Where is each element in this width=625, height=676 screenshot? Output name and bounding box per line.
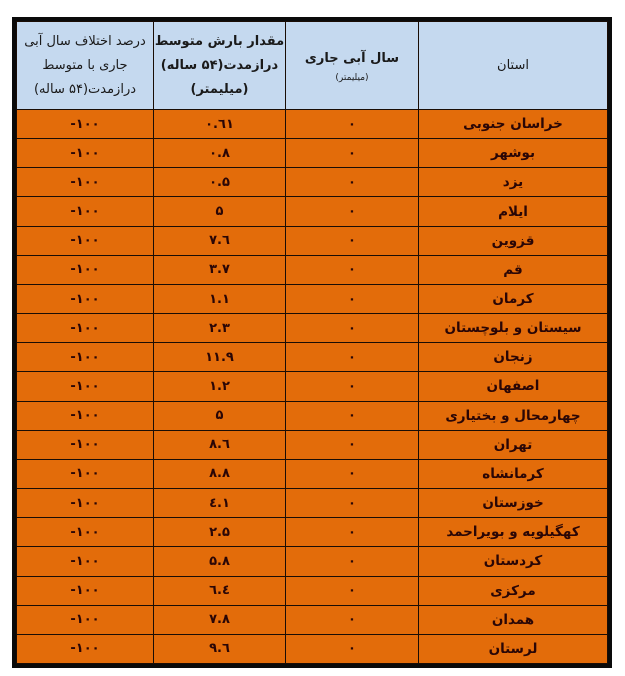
- cell-province: همدان: [419, 605, 608, 634]
- cell-diff: -۱۰۰: [17, 518, 154, 547]
- cell-current: ۰: [286, 576, 419, 605]
- table-row: [17, 634, 608, 663]
- cell-current: ۰: [286, 459, 419, 488]
- cell-province: مرکزی: [419, 576, 608, 605]
- header-current-water-year: [286, 22, 419, 110]
- cell-province: بوشهر: [419, 139, 608, 168]
- cell-current: ۰: [286, 372, 419, 401]
- cell-avg: ۲.۳: [154, 314, 286, 343]
- cell-province: ایلام: [419, 197, 608, 226]
- cell-diff: -۱۰۰: [17, 372, 154, 401]
- cell-diff: -۱۰۰: [17, 168, 154, 197]
- header-current-title: سال آبی جاری: [304, 50, 400, 66]
- table-row: [17, 576, 608, 605]
- cell-current: ۰: [286, 110, 419, 139]
- cell-avg: ۰.۵: [154, 168, 286, 197]
- cell-current: ۰: [286, 343, 419, 372]
- cell-diff: -۱۰۰: [17, 634, 154, 663]
- cell-province: تهران: [419, 430, 608, 459]
- cell-province: اصفهان: [419, 372, 608, 401]
- table-row: [17, 314, 608, 343]
- cell-current: ۰: [286, 226, 419, 255]
- cell-current: ۰: [286, 547, 419, 576]
- cell-province: قزوین: [419, 226, 608, 255]
- header-long-term-average: [154, 22, 286, 110]
- cell-province: لرستان: [419, 634, 608, 663]
- cell-current: ۰: [286, 430, 419, 459]
- header-avg-line-3: (میلیمتر): [190, 81, 249, 97]
- cell-avg: ۲.۵: [154, 518, 286, 547]
- cell-diff: -۱۰۰: [17, 110, 154, 139]
- header-avg-line-1: مقدار بارش متوسط: [154, 33, 285, 49]
- header-diff-line-1: درصد اختلاف سال آبی: [24, 33, 146, 49]
- cell-diff: -۱۰۰: [17, 489, 154, 518]
- cell-diff: -۱۰۰: [17, 576, 154, 605]
- cell-current: ۰: [286, 401, 419, 430]
- cell-avg: ۷.٦: [154, 226, 286, 255]
- header-current-unit: (میلیمتر): [335, 72, 369, 83]
- cell-avg: ۰.۸: [154, 139, 286, 168]
- table-row: [17, 197, 608, 226]
- cell-province: کرمانشاه: [419, 459, 608, 488]
- table-row: [17, 605, 608, 634]
- cell-diff: -۱۰۰: [17, 139, 154, 168]
- table-row: [17, 430, 608, 459]
- header-diff-line-2: جاری با متوسط: [42, 57, 128, 73]
- precipitation-table: [12, 17, 612, 668]
- table-row: [17, 226, 608, 255]
- cell-current: ۰: [286, 634, 419, 663]
- cell-diff: -۱۰۰: [17, 605, 154, 634]
- cell-avg: ۵: [154, 197, 286, 226]
- cell-province: کرمان: [419, 284, 608, 313]
- cell-avg: ۳.۷: [154, 255, 286, 284]
- table-row: [17, 518, 608, 547]
- table-row: [17, 489, 608, 518]
- cell-diff: -۱۰۰: [17, 226, 154, 255]
- cell-current: ۰: [286, 518, 419, 547]
- cell-avg: ۵.۸: [154, 547, 286, 576]
- table-row: [17, 401, 608, 430]
- precipitation-data-table: [16, 21, 608, 664]
- table-row: [17, 459, 608, 488]
- cell-province: چهارمحال و بختیاری: [419, 401, 608, 430]
- cell-province: کهگیلویه و بویراحمد: [419, 518, 608, 547]
- cell-current: ۰: [286, 284, 419, 313]
- table-row: [17, 139, 608, 168]
- cell-current: ۰: [286, 489, 419, 518]
- cell-avg: ۵: [154, 401, 286, 430]
- cell-province: خوزستان: [419, 489, 608, 518]
- cell-diff: -۱۰۰: [17, 547, 154, 576]
- table-row: [17, 343, 608, 372]
- cell-province: سیستان و بلوچستان: [419, 314, 608, 343]
- cell-diff: -۱۰۰: [17, 401, 154, 430]
- header-diff-line-3: درازمدت(۵۴ ساله): [33, 81, 137, 97]
- table-row: [17, 547, 608, 576]
- cell-current: ۰: [286, 197, 419, 226]
- table-row: [17, 168, 608, 197]
- cell-diff: -۱۰۰: [17, 197, 154, 226]
- cell-province: یزد: [419, 168, 608, 197]
- cell-current: ۰: [286, 605, 419, 634]
- table-row: [17, 372, 608, 401]
- cell-avg: ۸.۸: [154, 459, 286, 488]
- cell-province: قم: [419, 255, 608, 284]
- cell-avg: ۰.٦۱: [154, 110, 286, 139]
- cell-current: ۰: [286, 314, 419, 343]
- header-row: [17, 22, 608, 110]
- cell-diff: -۱۰۰: [17, 314, 154, 343]
- table-row: [17, 284, 608, 313]
- header-province: [419, 22, 608, 110]
- cell-diff: -۱۰۰: [17, 343, 154, 372]
- cell-diff: -۱۰۰: [17, 255, 154, 284]
- cell-diff: -۱۰۰: [17, 459, 154, 488]
- cell-avg: ۱.۲: [154, 372, 286, 401]
- cell-current: ۰: [286, 139, 419, 168]
- cell-current: ۰: [286, 168, 419, 197]
- cell-province: کردستان: [419, 547, 608, 576]
- header-avg-line-2: درازمدت(۵۴ ساله): [160, 57, 279, 73]
- cell-avg: ۹.٦: [154, 634, 286, 663]
- cell-diff: -۱۰۰: [17, 430, 154, 459]
- cell-avg: ٦.٤: [154, 576, 286, 605]
- cell-current: ۰: [286, 255, 419, 284]
- header-province-label: استان: [497, 57, 529, 73]
- table-row: [17, 110, 608, 139]
- cell-avg: ۱.۱: [154, 284, 286, 313]
- cell-avg: ۱۱.۹: [154, 343, 286, 372]
- cell-province: خراسان جنوبی: [419, 110, 608, 139]
- table-row: [17, 255, 608, 284]
- cell-diff: -۱۰۰: [17, 284, 154, 313]
- cell-avg: ۸.٦: [154, 430, 286, 459]
- cell-avg: ۷.۸: [154, 605, 286, 634]
- cell-avg: ٤.۱: [154, 489, 286, 518]
- cell-province: زنجان: [419, 343, 608, 372]
- header-diff-percent: [17, 22, 154, 110]
